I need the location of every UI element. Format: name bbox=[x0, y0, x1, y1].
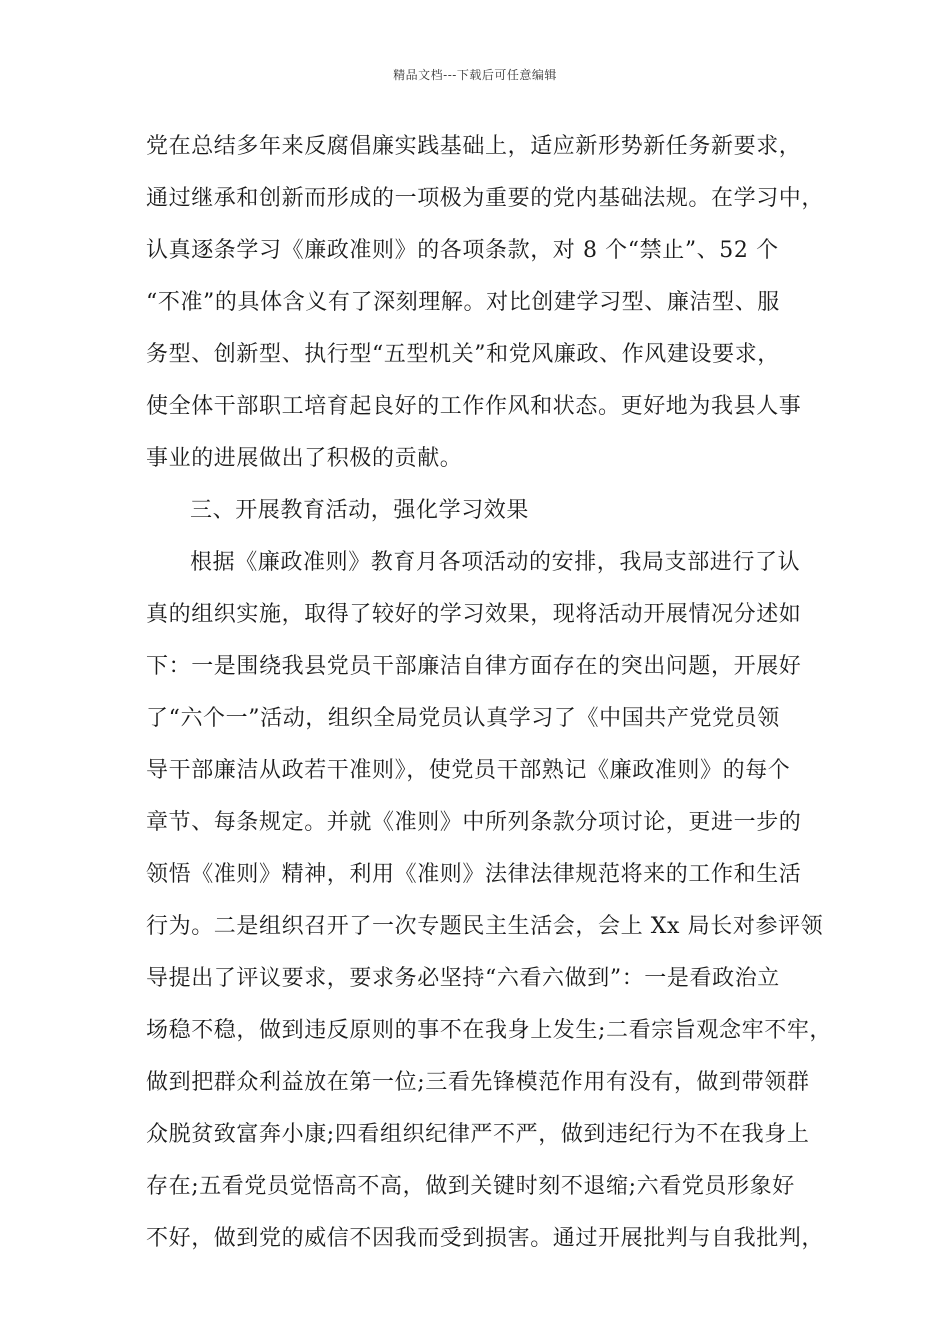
body-line: 事业的进展做出了积极的贡献。 bbox=[146, 446, 463, 471]
body-line: 存在;五看党员觉悟高不高，做到关键时刻不退缩;六看党员形象好 bbox=[146, 1174, 795, 1199]
body-line: 通过继承和创新而形成的一项极为重要的党内基础法规。在学习中， bbox=[146, 186, 825, 211]
body-line: 了“六个一”活动，组织全局党员认真学习了《中国共产党党员领 bbox=[146, 706, 780, 731]
body-line: 做到把群众利益放在第一位;三看先锋模范作用有没有，做到带领群 bbox=[146, 1070, 810, 1095]
body-line: 使全体干部职工培育起良好的工作作风和状态。更好地为我县人事 bbox=[146, 394, 802, 419]
body-line: 领悟《准则》精神，利用《准则》法律法律规范将来的工作和生活 bbox=[146, 862, 802, 887]
body-line: 章节、每条规定。并就《准则》中所列条款分项讨论，更进一步的 bbox=[146, 810, 802, 835]
body-line: 导提出了评议要求，要求务必坚持“六看六做到”：一是看政治立 bbox=[146, 966, 780, 991]
body-line: 下：一是围绕我县党员干部廉洁自律方面存在的突出问题，开展好 bbox=[146, 654, 802, 679]
body-line: 认真逐条学习《廉政准则》的各项条款，对 8 个“禁止”、52 个 bbox=[146, 238, 779, 263]
document-body bbox=[146, 130, 833, 1274]
body-line: 众脱贫致富奔小康;四看组织纪律严不严，做到违纪行为不在我身上 bbox=[146, 1122, 810, 1147]
paragraph-start: 根据《廉政准则》教育月各项活动的安排，我局支部进行了认 bbox=[190, 550, 801, 575]
body-line: 真的组织实施，取得了较好的学习效果，现将活动开展情况分述如 bbox=[146, 602, 802, 627]
body-line: 党在总结多年来反腐倡廉实践基础上，适应新形势新任务新要求， bbox=[146, 134, 802, 159]
body-line: 场稳不稳，做到违反原则的事不在我身上发生;二看宗旨观念牢不牢， bbox=[146, 1018, 833, 1043]
page-header: 精品文档---下载后可任意编辑 bbox=[393, 68, 557, 82]
body-line: 导干部廉洁从政若干准则》，使党员干部熟记《廉政准则》的每个 bbox=[146, 758, 791, 783]
body-line: 不好，做到党的威信不因我而受到损害。通过开展批判与自我批判， bbox=[146, 1226, 825, 1251]
section-heading: 三、开展教育活动，强化学习效果 bbox=[190, 498, 530, 523]
body-line: 务型、创新型、执行型“五型机关”和党风廉政、作风建设要求， bbox=[146, 342, 780, 367]
body-line: “不准”的具体含义有了深刻理解。对比创建学习型、廉洁型、服 bbox=[146, 290, 780, 315]
body-line: 行为。二是组织召开了一次专题民主生活会，会上 Xx 局长对参评领 bbox=[146, 914, 824, 939]
